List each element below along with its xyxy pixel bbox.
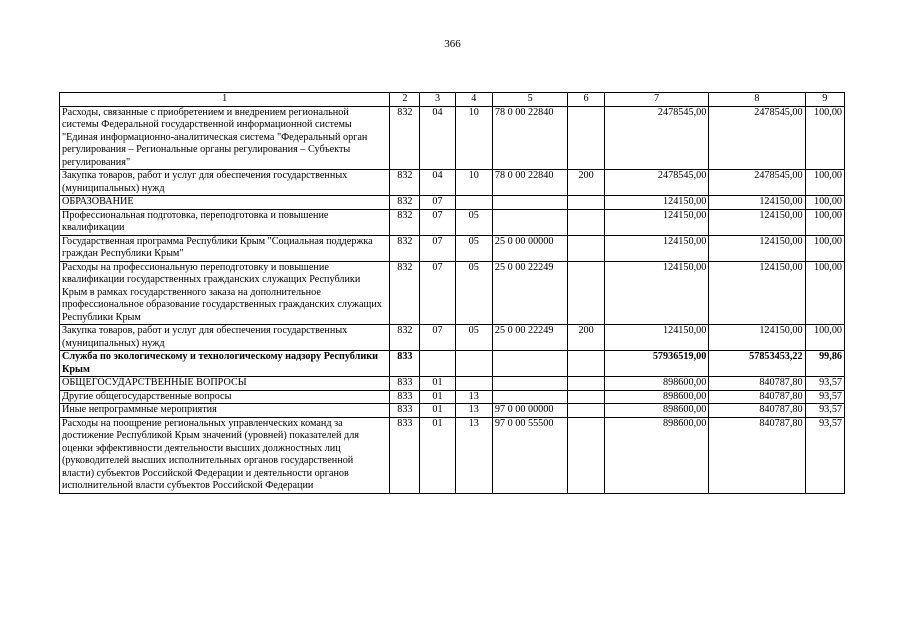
cell-expense-type [568,377,604,391]
row-description: Закупка товаров, работ и услуг для обеспечения государственных (муниципальных) нужд [60,325,390,351]
cell-admin-code: 832 [390,170,420,196]
row-description: ОБРАЗОВАНИЕ [60,196,390,210]
cell-subsection: 05 [455,325,492,351]
cell-target-article [492,209,568,235]
cell-expense-type: 200 [568,325,604,351]
cell-section: 07 [420,209,455,235]
cell-executed-amount: 840787,80 [709,377,805,391]
table-row [60,351,845,377]
cell-target-article: 25 0 00 00000 [492,235,568,261]
cell-executed-amount: 840787,80 [709,404,805,418]
cell-section [420,351,455,377]
table-row [60,325,845,351]
cell-section: 07 [420,196,455,210]
cell-planned-amount: 898600,00 [604,404,709,418]
table-row [60,390,845,404]
cell-admin-code: 833 [390,351,420,377]
cell-subsection [455,196,492,210]
row-description: ОБЩЕГОСУДАРСТВЕННЫЕ ВОПРОСЫ [60,377,390,391]
column-header: 4 [455,93,492,107]
column-header: 5 [492,93,568,107]
cell-target-article: 78 0 00 22840 [492,170,568,196]
cell-execution-percent: 99,86 [805,351,844,377]
cell-target-article [492,351,568,377]
cell-execution-percent: 100,00 [805,235,844,261]
cell-subsection: 13 [455,404,492,418]
cell-subsection: 05 [455,261,492,325]
row-description: Расходы на поощрение региональных управленческих команд за достижение Республикой Крым значений (уровней) показателей для оценки эффективности деятельности высших должностных лиц (руководителей высших исполнительных органов государственной власти) субъектов Российской Федерации и деятельности органов исполнительной власти субъектов Российской Федерации [60,417,390,493]
cell-execution-percent: 93,57 [805,417,844,493]
row-description: Другие общегосударственные вопросы [60,390,390,404]
cell-executed-amount: 57853453,22 [709,351,805,377]
column-header: 7 [604,93,709,107]
cell-target-article: 97 0 00 55500 [492,417,568,493]
table-row [60,404,845,418]
cell-section: 01 [420,417,455,493]
cell-execution-percent: 100,00 [805,261,844,325]
cell-section: 04 [420,170,455,196]
cell-expense-type [568,404,604,418]
table-row [60,261,845,325]
cell-target-article [492,390,568,404]
row-description: Профессиональная подготовка, переподготовка и повышение квалификации [60,209,390,235]
cell-executed-amount: 2478545,00 [709,170,805,196]
cell-planned-amount: 57936519,00 [604,351,709,377]
cell-execution-percent: 93,57 [805,377,844,391]
cell-admin-code: 832 [390,261,420,325]
cell-subsection: 13 [455,417,492,493]
cell-admin-code: 832 [390,106,420,170]
cell-subsection: 10 [455,106,492,170]
cell-executed-amount: 124150,00 [709,261,805,325]
cell-section: 01 [420,377,455,391]
cell-executed-amount: 840787,80 [709,390,805,404]
cell-admin-code: 832 [390,196,420,210]
cell-section: 01 [420,390,455,404]
cell-planned-amount: 124150,00 [604,235,709,261]
table-row [60,377,845,391]
cell-planned-amount: 124150,00 [604,325,709,351]
cell-planned-amount: 124150,00 [604,209,709,235]
row-description: Иные непрограммные мероприятия [60,404,390,418]
cell-subsection: 13 [455,390,492,404]
cell-execution-percent: 100,00 [805,106,844,170]
cell-target-article: 25 0 00 22249 [492,325,568,351]
cell-admin-code: 833 [390,417,420,493]
cell-subsection [455,377,492,391]
cell-execution-percent: 100,00 [805,209,844,235]
column-header: 2 [390,93,420,107]
cell-execution-percent: 100,00 [805,196,844,210]
cell-admin-code: 832 [390,235,420,261]
row-description: Закупка товаров, работ и услуг для обеспечения государственных (муниципальных) нужд [60,170,390,196]
table-row [60,417,845,493]
cell-section: 01 [420,404,455,418]
budget-table [59,92,845,494]
cell-expense-type [568,196,604,210]
cell-section: 07 [420,261,455,325]
cell-admin-code: 833 [390,377,420,391]
cell-planned-amount: 2478545,00 [604,106,709,170]
cell-admin-code: 832 [390,209,420,235]
cell-subsection: 05 [455,209,492,235]
cell-execution-percent: 100,00 [805,170,844,196]
table-row [60,196,845,210]
cell-target-article: 78 0 00 22840 [492,106,568,170]
cell-expense-type [568,235,604,261]
column-header: 1 [60,93,390,107]
row-description: Расходы, связанные с приобретением и внедрением региональной системы Федеральной государственной информационной системы "Единая информационно-аналитическая система "Федеральный орган регулирования – Региональные органы регулирования – Субъекты регулирования" [60,106,390,170]
cell-section: 04 [420,106,455,170]
cell-executed-amount: 124150,00 [709,325,805,351]
cell-executed-amount: 124150,00 [709,209,805,235]
cell-admin-code: 833 [390,390,420,404]
cell-execution-percent: 93,57 [805,390,844,404]
cell-expense-type [568,417,604,493]
cell-target-article [492,377,568,391]
cell-target-article: 97 0 00 00000 [492,404,568,418]
cell-executed-amount: 2478545,00 [709,106,805,170]
cell-expense-type [568,209,604,235]
cell-target-article [492,196,568,210]
cell-expense-type: 200 [568,170,604,196]
cell-target-article: 25 0 00 22249 [492,261,568,325]
table-row [60,170,845,196]
cell-planned-amount: 2478545,00 [604,170,709,196]
cell-expense-type [568,390,604,404]
column-header: 9 [805,93,844,107]
column-header: 8 [709,93,805,107]
cell-expense-type [568,351,604,377]
column-header: 6 [568,93,604,107]
cell-admin-code: 832 [390,325,420,351]
cell-planned-amount: 898600,00 [604,390,709,404]
cell-planned-amount: 898600,00 [604,377,709,391]
table-row [60,209,845,235]
row-description: Расходы на профессиональную переподготовку и повышение квалификации государственных гражданских служащих Республики Крым в рамках государственного заказа на дополнительное профессиональное образование государственных гражданских служащих Республики Крым [60,261,390,325]
cell-execution-percent: 100,00 [805,325,844,351]
row-description: Служба по экологическому и технологическому надзору Республики Крым [60,351,390,377]
cell-planned-amount: 898600,00 [604,417,709,493]
table-header-row [60,93,845,107]
cell-subsection: 10 [455,170,492,196]
cell-subsection: 05 [455,235,492,261]
cell-admin-code: 833 [390,404,420,418]
cell-section: 07 [420,235,455,261]
cell-subsection [455,351,492,377]
page-number: 366 [444,38,461,50]
cell-planned-amount: 124150,00 [604,196,709,210]
cell-section: 07 [420,325,455,351]
cell-executed-amount: 124150,00 [709,196,805,210]
cell-execution-percent: 93,57 [805,404,844,418]
table-row [60,106,845,170]
row-description: Государственная программа Республики Крым "Социальная поддержка граждан Республики Крым" [60,235,390,261]
cell-expense-type [568,106,604,170]
table-row [60,235,845,261]
cell-executed-amount: 124150,00 [709,235,805,261]
cell-expense-type [568,261,604,325]
cell-planned-amount: 124150,00 [604,261,709,325]
cell-executed-amount: 840787,80 [709,417,805,493]
column-header: 3 [420,93,455,107]
